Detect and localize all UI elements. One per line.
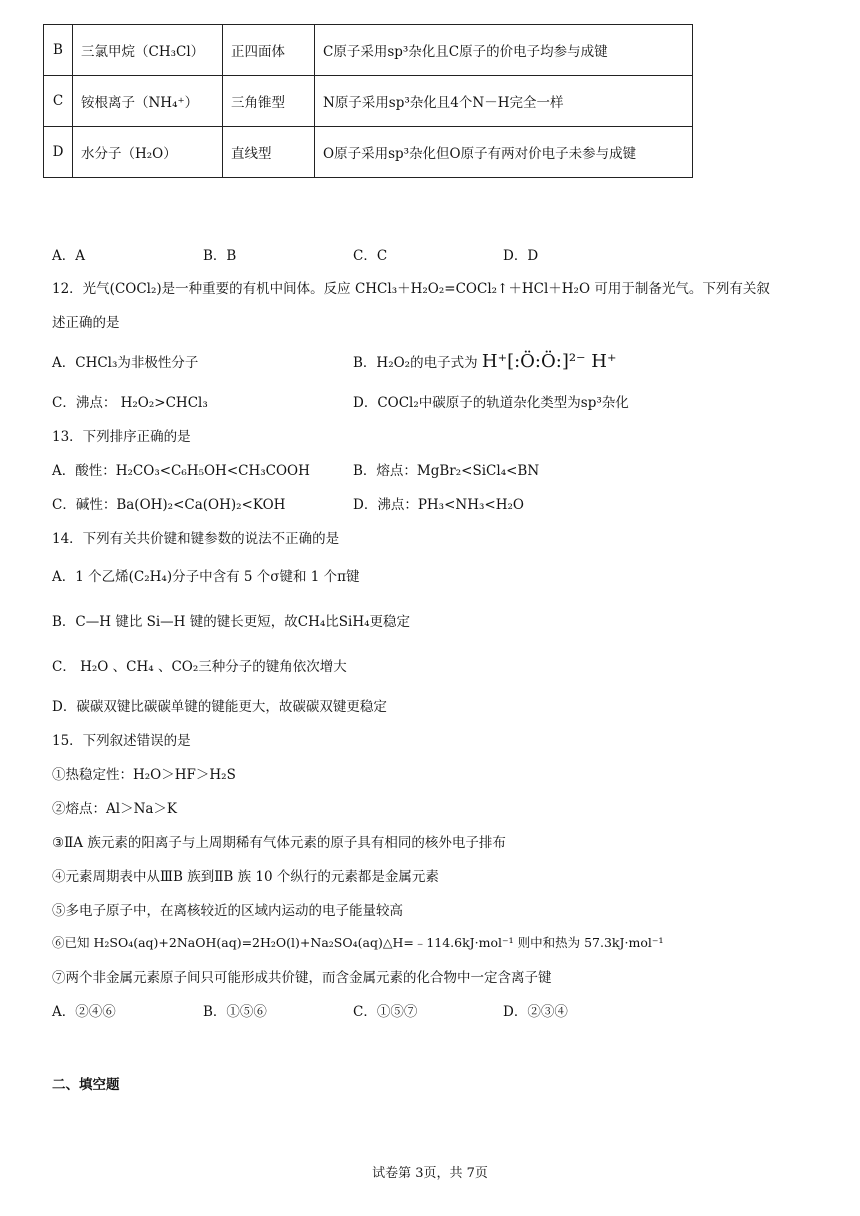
row-letter: B [44, 25, 73, 76]
row-letter: C [44, 76, 73, 127]
q13-stem: 13．下列排序正确的是 [52, 429, 191, 445]
hybrid-desc: N原子采用sp³杂化且4个N－H完全一样 [315, 76, 693, 127]
q11-option-a: A．A [52, 248, 85, 264]
q15-statement-7: ⑦两个非金属元素原子间只可能形成共价键，而含金属元素的化合物中一定含离子键 [52, 970, 552, 986]
q15-stem: 15．下列叙述错误的是 [52, 733, 191, 749]
molecule-name: 三氯甲烷（CH₃Cl） [73, 25, 223, 76]
q13-option-d: D．沸点：PH₃<NH₃<H₂O [353, 497, 524, 513]
q12-stem-line1: 12．光气(COCl₂)是一种重要的有机中间体。反应 CHCl₃＋H₂O₂=COCl₂↑＋HCl＋H₂O 可用于制备光气。下列有关叙 [52, 281, 770, 297]
q11-option-d: D．D [503, 248, 539, 264]
hybrid-desc: C原子采用sp³杂化且C原子的价电子均参与成键 [315, 25, 693, 76]
q15-option-c: C．①⑤⑦ [353, 1004, 418, 1020]
q12-option-d: D．COCl₂中碳原子的轨道杂化类型为sp³杂化 [353, 395, 629, 411]
answer-table [43, 24, 693, 178]
molecule-name: 水分子（H₂O） [73, 127, 223, 178]
section-heading: 二、填空题 [52, 1077, 120, 1093]
q13-option-c: C．碱性：Ba(OH)₂<Ca(OH)₂<KOH [52, 497, 286, 513]
q15-statement-4: ④元素周期表中从ⅢB 族到ⅡB 族 10 个纵行的元素都是金属元素 [52, 869, 439, 885]
q15-option-b: B．①⑤⑥ [203, 1004, 267, 1020]
q11-option-b: B．B [203, 248, 237, 264]
q12-option-b [353, 351, 616, 372]
table-row [44, 25, 693, 76]
q15-statement-2: ②熔点：Al＞Na＞K [52, 801, 178, 817]
q12-stem-line2: 述正确的是 [52, 315, 120, 331]
page-footer: 试卷第 3页，共 7页 [372, 1166, 488, 1181]
q14-option-b: B．C—H 键比 Si—H 键的键长更短，故CH₄比SiH₄更稳定 [52, 614, 411, 630]
q15-statement-6: ⑥已知 H₂SO₄(aq)+2NaOH(aq)=2H₂O(l)+Na₂SO₄(aq)△H=﹣114.6kJ·mol⁻¹ 则中和热为 57.3kJ·mol⁻¹ [52, 935, 664, 950]
h2o2-electron-formula: H⁺[:Ö:Ö:]²⁻ H⁺ [481, 351, 617, 372]
q13-option-b: B．熔点：MgBr₂<SiCl₄<BN [353, 463, 540, 479]
molecule-shape: 直线型 [223, 127, 315, 178]
q13-option-a: A．酸性：H₂CO₃<C₆H₅OH<CH₃COOH [52, 463, 310, 479]
q12-option-b-text: B．H₂O₂的电子式为 [353, 355, 478, 371]
q14-option-d: D．碳碳双键比碳碳单键的键能更大，故碳碳双键更稳定 [52, 699, 387, 715]
q14-option-a: A．1 个乙烯(C₂H₄)分子中含有 5 个σ键和 1 个π键 [52, 569, 360, 585]
table-row [44, 127, 693, 178]
q14-stem: 14．下列有关共价键和键参数的说法不正确的是 [52, 531, 340, 547]
q12-option-c: C．沸点： H₂O₂>CHCl₃ [52, 395, 208, 411]
q15-statement-3: ③ⅡA 族元素的阳离子与上周期稀有气体元素的原子具有相同的核外电子排布 [52, 835, 506, 851]
q12-option-a: A．CHCl₃为非极性分子 [52, 355, 199, 371]
row-letter: D [44, 127, 73, 178]
q15-statement-5: ⑤多电子原子中，在离核较近的区域内运动的电子能量较高 [52, 903, 403, 919]
q14-option-c: C． H₂O 、CH₄ 、CO₂三种分子的键角依次增大 [52, 659, 347, 675]
hybrid-desc: O原子采用sp³杂化但O原子有两对价电子未参与成键 [315, 127, 693, 178]
q15-statement-1: ①热稳定性：H₂O＞HF＞H₂S [52, 767, 236, 783]
molecule-shape: 正四面体 [223, 25, 315, 76]
q15-option-d: D．②③④ [503, 1004, 568, 1020]
q11-option-c: C．C [353, 248, 388, 264]
molecule-shape: 三角锥型 [223, 76, 315, 127]
molecule-name: 铵根离子（NH₄⁺） [73, 76, 223, 127]
table-row [44, 76, 693, 127]
q15-option-a: A．②④⑥ [52, 1004, 116, 1020]
